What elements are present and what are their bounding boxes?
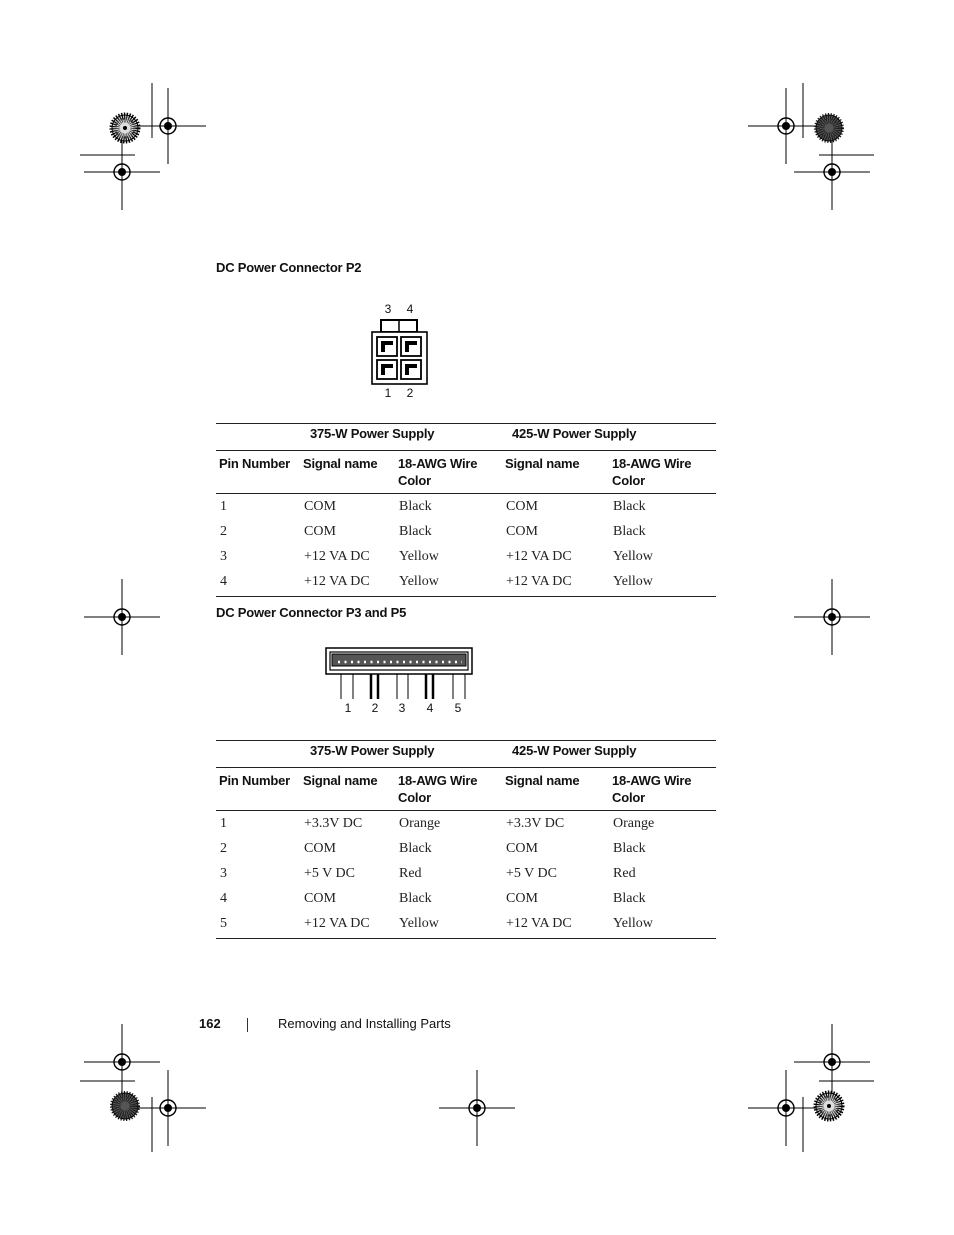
table-cell: Yellow	[609, 571, 716, 597]
table-row	[216, 546, 716, 571]
table-row	[216, 521, 716, 546]
table-cell: Black	[613, 499, 646, 514]
table-cell: Black	[399, 841, 432, 856]
table-cell: COM	[506, 891, 538, 906]
table-cell: 1	[220, 816, 227, 831]
table-cell: Yellow	[395, 571, 502, 597]
table-cell: +3.3V DC	[506, 816, 565, 831]
p2-pinout-table	[216, 423, 716, 597]
registration-mark-icon	[84, 134, 160, 210]
footer-chapter-title: Removing and Installing Parts	[278, 1016, 451, 1031]
column-header: Pin Number	[216, 768, 300, 811]
table-row	[216, 811, 716, 839]
table-cell: +12 VA DC	[502, 913, 609, 939]
table-cell: +12 VA DC	[300, 571, 395, 597]
table-cell: Yellow	[399, 549, 439, 564]
pin-cell-icon	[377, 360, 397, 379]
table-cell: Yellow	[609, 913, 716, 939]
table-cell: Black	[613, 841, 646, 856]
table-cell: Black	[399, 524, 432, 539]
table-row	[216, 838, 716, 863]
p3-p5-connector-diagram	[322, 644, 478, 718]
pin-label: 1	[384, 386, 392, 400]
pin-label: 3	[384, 302, 392, 316]
group-header: 375-W Power Supply	[300, 424, 502, 451]
table-cell: Orange	[399, 816, 441, 831]
group-header: 425-W Power Supply	[502, 424, 716, 451]
pin-label: 4	[406, 302, 414, 316]
table-cell: 3	[220, 549, 227, 564]
registration-mark-icon	[439, 1070, 515, 1146]
p2-connector-diagram	[366, 298, 436, 402]
table-cell: +12 VA DC	[502, 571, 609, 597]
table-row	[216, 913, 716, 939]
registration-mark-icon	[84, 579, 160, 655]
table-cell: Red	[613, 866, 636, 881]
table-cell: +12 VA DC	[304, 549, 370, 564]
section-heading-p2: DC Power Connector P2	[216, 260, 362, 275]
starburst-mark-icon	[816, 1093, 842, 1119]
table-cell: COM	[304, 499, 336, 514]
table-cell: +12 VA DC	[506, 549, 572, 564]
column-header: 18-AWG Wire Color	[609, 451, 716, 494]
table-cell: COM	[304, 891, 336, 906]
table-cell: COM	[506, 524, 538, 539]
table-row	[216, 494, 716, 522]
table-cell: Orange	[613, 816, 655, 831]
registration-mark-icon	[130, 88, 206, 164]
pin-cell-icon	[377, 337, 397, 356]
table-cell: +3.3V DC	[304, 816, 363, 831]
table-cell: Black	[613, 891, 646, 906]
p3-p5-pinout-table	[216, 740, 716, 939]
footer-divider	[247, 1018, 248, 1032]
table-row	[216, 571, 716, 597]
column-header: Pin Number	[216, 451, 300, 494]
registration-mark-icon	[748, 88, 824, 164]
column-header: 18-AWG Wire Color	[395, 451, 502, 494]
column-header: 18-AWG Wire Color	[609, 768, 716, 811]
table-cell: 4	[216, 571, 300, 597]
pin-label: 3	[398, 701, 406, 715]
table-cell: COM	[304, 841, 336, 856]
table-cell: +12 VA DC	[300, 913, 395, 939]
table-cell: Yellow	[613, 549, 653, 564]
table-cell: +5 V DC	[506, 866, 557, 881]
starburst-mark-icon	[112, 115, 138, 141]
table-cell: 2	[220, 841, 227, 856]
column-header: Signal name	[502, 451, 609, 494]
table-cell: Red	[399, 866, 422, 881]
registration-mark-icon	[748, 1070, 824, 1146]
pin-cell-icon	[401, 360, 421, 379]
table-cell: Black	[613, 524, 646, 539]
group-header: 425-W Power Supply	[502, 741, 716, 768]
pin-label: 2	[406, 386, 414, 400]
pin-label: 2	[371, 701, 379, 715]
table-cell: Yellow	[395, 913, 502, 939]
group-header: 375-W Power Supply	[300, 741, 502, 768]
table-cell: 5	[216, 913, 300, 939]
column-header: Signal name	[300, 768, 395, 811]
table-cell: COM	[506, 499, 538, 514]
page-number: 162	[199, 1016, 221, 1031]
registration-mark-icon	[794, 1024, 870, 1100]
starburst-mark-icon	[816, 115, 842, 141]
table-cell: 4	[220, 891, 227, 906]
starburst-mark-icon	[112, 1093, 138, 1119]
table-cell: Black	[399, 891, 432, 906]
section-heading-p3-p5: DC Power Connector P3 and P5	[216, 605, 407, 620]
pin-label: 1	[344, 701, 352, 715]
table-cell: +5 V DC	[304, 866, 355, 881]
pin-cell-icon	[401, 337, 421, 356]
pin-label: 5	[454, 701, 462, 715]
table-cell: COM	[304, 524, 336, 539]
table-cell: COM	[506, 841, 538, 856]
table-row	[216, 863, 716, 888]
registration-mark-icon	[794, 134, 870, 210]
column-header: Signal name	[502, 768, 609, 811]
table-cell: 3	[220, 866, 227, 881]
table-cell: Black	[399, 499, 432, 514]
column-header: 18-AWG Wire Color	[395, 768, 502, 811]
table-row	[216, 888, 716, 913]
pin-label: 4	[426, 701, 434, 715]
table-cell: 2	[220, 524, 227, 539]
registration-mark-icon	[794, 579, 870, 655]
table-cell: 1	[220, 499, 227, 514]
registration-mark-icon	[130, 1070, 206, 1146]
registration-mark-icon	[84, 1024, 160, 1100]
column-header: Signal name	[300, 451, 395, 494]
